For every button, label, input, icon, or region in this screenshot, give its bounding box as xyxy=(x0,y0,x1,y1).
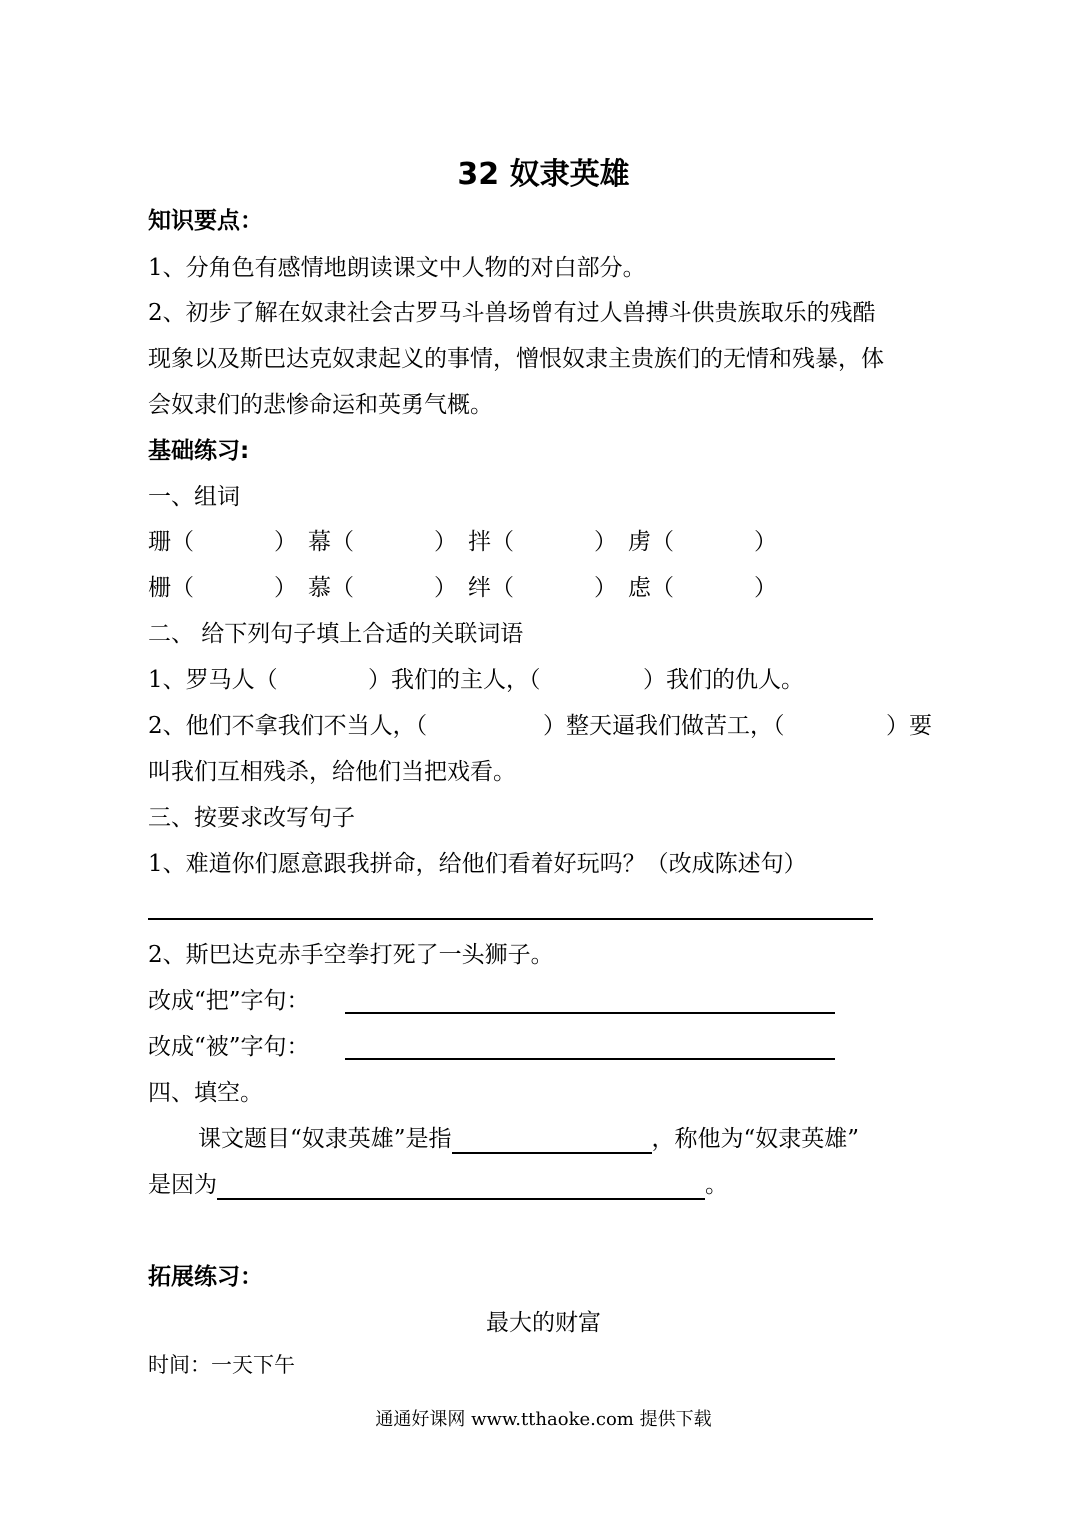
knowledge-heading: 知识要点： xyxy=(148,208,263,234)
word-cell-open: 幕（ xyxy=(308,529,354,555)
rewrite-question-1: 1、难道你们愿意跟我拼命，给他们看着好玩吗？（改成陈述句） xyxy=(148,851,807,877)
word-cell-close: ） xyxy=(274,575,297,601)
word-cell-open: 绊（ xyxy=(468,575,514,601)
ba-sentence-answer-line[interactable] xyxy=(345,1012,835,1014)
word-cell-close: ） xyxy=(594,529,617,555)
knowledge-point-1: 1、分角色有感情地朗读课文中人物的对白部分。 xyxy=(148,255,646,281)
knowledge-point-2-line-1: 2、初步了解在奴隶社会古罗马斗兽场曾有过人兽搏斗供贵族取乐的残酷 xyxy=(148,300,876,326)
question-part: ）整天逼我们做苦工，（ xyxy=(543,713,785,739)
question-part: ）我们的仇人。 xyxy=(643,667,804,693)
word-cell-close: ） xyxy=(274,529,297,555)
word-cell-open: 虏（ xyxy=(628,529,674,555)
fill-blank-line-2 xyxy=(148,1170,728,1200)
conjunction-question-2 xyxy=(148,711,932,741)
footer-text: 通通好课网 www.tthaoke.com 提供下载 xyxy=(375,1409,712,1430)
question-part: ）我们的主人，（ xyxy=(368,667,541,693)
word-cell-close: ） xyxy=(594,575,617,601)
word-cell-open: 虑（ xyxy=(628,575,674,601)
fill-blank-text: ，称他为“奴隶英雄” xyxy=(651,1126,860,1152)
story-title: 最大的财富 xyxy=(486,1310,601,1336)
knowledge-point-2-line-3: 会奴隶们的悲惨命运和英勇气概。 xyxy=(148,392,493,418)
story-time: 时间：一天下午 xyxy=(148,1353,295,1377)
fill-blank-line-1 xyxy=(198,1124,859,1154)
ba-sentence-label: 改成“把”字句： xyxy=(148,988,310,1014)
rewrite-question-2: 2、斯巴达克赤手空拳打死了一头狮子。 xyxy=(148,942,554,968)
question-part: ）要 xyxy=(886,713,932,739)
word-cell-close: ） xyxy=(434,529,457,555)
word-cell-close: ） xyxy=(434,575,457,601)
word-cell-open: 拌（ xyxy=(468,529,514,555)
word-cell-open: 栅（ xyxy=(148,575,194,601)
knowledge-point-2-line-2: 现象以及斯巴达克奴隶起义的事情，憎恨奴隶主贵族们的无情和残暴，体 xyxy=(148,346,884,372)
section-4-title: 四、填空。 xyxy=(148,1080,263,1106)
page-title: 32 奴隶英雄 xyxy=(457,157,630,192)
basic-heading: 基础练习: xyxy=(148,438,250,464)
word-group-row-2 xyxy=(148,573,788,603)
fill-blank-field[interactable] xyxy=(217,1172,705,1200)
bei-sentence-answer-line[interactable] xyxy=(345,1058,835,1060)
section-3-title: 三、按要求改写句子 xyxy=(148,805,355,831)
word-cell-open: 珊（ xyxy=(148,529,194,555)
bei-sentence-label: 改成“被”字句： xyxy=(148,1034,310,1060)
word-cell-close: ） xyxy=(754,529,777,555)
word-cell-close: ） xyxy=(754,575,777,601)
section-1-title: 一、组词 xyxy=(148,484,240,510)
conjunction-question-2-line-2: 叫我们互相残杀，给他们当把戏看。 xyxy=(148,759,516,785)
word-cell-open: 慕（ xyxy=(308,575,354,601)
section-2-title: 二、 给下列句子填上合适的关联词语 xyxy=(148,621,524,647)
answer-line[interactable] xyxy=(148,918,873,920)
question-part: 1、罗马人（ xyxy=(148,667,278,693)
fill-blank-text: 是因为 xyxy=(148,1172,217,1198)
fill-blank-text: 课文题目“奴隶英雄”是指 xyxy=(198,1126,452,1152)
fill-blank-text: 。 xyxy=(705,1172,728,1198)
extend-heading: 拓展练习： xyxy=(148,1264,263,1290)
conjunction-question-1 xyxy=(148,665,804,695)
word-group-row-1 xyxy=(148,527,788,557)
question-part: 2、他们不拿我们不当人，（ xyxy=(148,713,428,739)
fill-blank-field[interactable] xyxy=(452,1126,652,1154)
